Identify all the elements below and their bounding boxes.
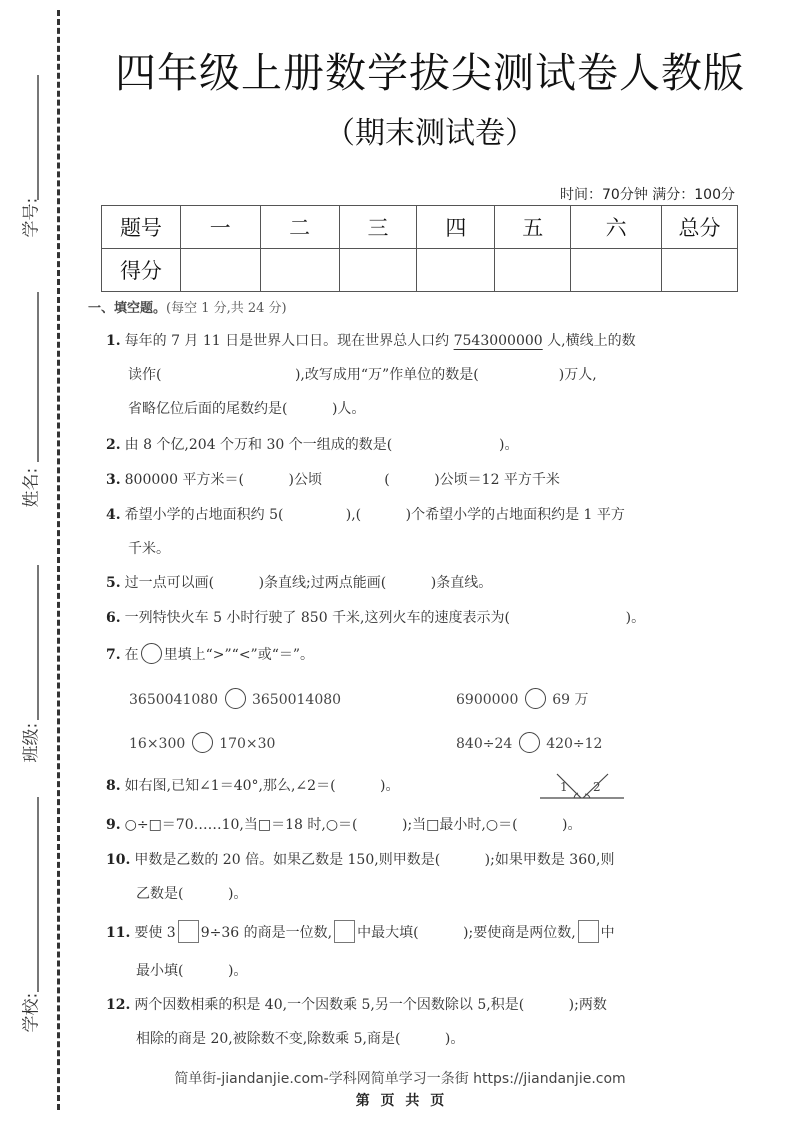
score-cell-1[interactable] [180, 249, 260, 292]
angle-2-label: 2 [593, 780, 601, 794]
section-note: (每空 1 分,共 24 分) [166, 301, 287, 316]
question-text: 乙数是( )。 [136, 886, 248, 902]
name-underline [37, 292, 39, 462]
question-text: 中最大填( );要使商是两位数, [357, 925, 576, 941]
comparison-right: 3650014080 [251, 692, 342, 708]
header-cell-2: 二 [260, 206, 339, 249]
question-text: 两个因数相乘的积是 40,一个因数乘 5,另一个因数除以 5,积是( );两数 [134, 997, 607, 1013]
question-number: 10. [106, 852, 131, 868]
header-cell-label: 题号 [102, 206, 181, 249]
answer-circle[interactable] [192, 732, 213, 753]
question-number: 4. [106, 507, 121, 523]
comparison-2 [456, 688, 589, 709]
question-text: 相除的商是 20,被除数不变,除数乘 5,商是( )。 [136, 1031, 465, 1047]
score-table-header-row [102, 206, 738, 249]
student-id-underline [37, 75, 39, 200]
school-underline [37, 797, 39, 992]
question-text: 里填上“>”“<”或“＝”。 [163, 647, 315, 663]
question-text: ○÷□＝70……10,当□＝18 时,○＝( );当□最小时,○＝( )。 [124, 817, 582, 833]
question-text: 由 8 个亿,204 个万和 30 个一组成的数是( )。 [124, 437, 519, 453]
question-text: 如右图,已知∠1＝40°,那么,∠2＝( )。 [124, 778, 400, 794]
comparison-right: 69 万 [552, 692, 589, 708]
binding-dashed-line [57, 10, 60, 1110]
header-cell-5: 五 [495, 206, 571, 249]
question-2 [106, 428, 741, 462]
comparison-left: 16×300 [129, 736, 186, 752]
header-cell-3: 三 [339, 206, 417, 249]
question-10 [106, 843, 741, 911]
comparison-left: 840÷24 [456, 736, 513, 752]
comparison-left: 3650041080 [129, 692, 219, 708]
blank-box-icon [578, 920, 599, 943]
score-cell-6[interactable] [571, 249, 662, 292]
question-number: 2. [106, 437, 121, 453]
score-cell-5[interactable] [495, 249, 571, 292]
comparison-1 [129, 688, 341, 709]
question-4 [106, 498, 741, 566]
answer-circle[interactable] [525, 688, 546, 709]
name-label: 姓名: [21, 467, 42, 508]
question-7 [106, 638, 741, 672]
question-5 [106, 566, 741, 600]
score-cell-3[interactable] [339, 249, 417, 292]
question-text: 800000 平方米＝( )公顷 ( )公顷＝12 平方千米 [124, 472, 560, 488]
question-text: 希望小学的占地面积约 5( ),( )个希望小学的占地面积约是 1 平方 [124, 507, 625, 523]
question-text: 读作( ),改写成用“万”作单位的数是( )万人, [128, 367, 597, 383]
angle-figure [538, 771, 628, 803]
page-counter: 第 页 共 页 [355, 1093, 445, 1109]
header-cell-6: 六 [571, 206, 662, 249]
question-text: 省略亿位后面的尾数约是( )人。 [128, 401, 366, 417]
score-table [101, 205, 738, 292]
angle-1-label: 1 [560, 780, 568, 794]
question-1 [106, 324, 741, 426]
question-text: 甲数是乙数的 20 倍。如果乙数是 150,则甲数是( );如果甲数是 360,则 [134, 852, 615, 868]
question-6 [106, 601, 741, 635]
answer-circle[interactable] [225, 688, 246, 709]
question-number: 5. [106, 575, 121, 591]
question-text: 人,横线上的数 [542, 333, 636, 349]
question-11 [106, 916, 741, 988]
score-cell-label: 得分 [102, 249, 181, 292]
question-text: 最小填( )。 [136, 963, 248, 979]
score-cell-2[interactable] [260, 249, 339, 292]
page-subtitle: （期末测试卷） [325, 116, 535, 151]
answer-circle[interactable] [519, 732, 540, 753]
blank-box[interactable] [178, 920, 199, 943]
question-number: 7. [106, 647, 121, 663]
question-number: 3. [106, 472, 121, 488]
header-cell-total: 总分 [662, 206, 738, 249]
class-label: 班级: [21, 722, 42, 763]
question-text: 过一点可以画( )条直线;过两点能画( )条直线。 [124, 575, 493, 591]
comparison-right: 420÷12 [546, 736, 603, 752]
header-cell-1: 一 [180, 206, 260, 249]
underlined-number: 7543000000 [453, 333, 543, 349]
blank-box-icon [334, 920, 355, 943]
question-number: 12. [106, 997, 131, 1013]
comparison-right: 170×30 [219, 736, 276, 752]
question-12 [106, 988, 741, 1056]
question-text: 每年的 7 月 11 日是世界人口日。现在世界总人口约 [124, 333, 454, 349]
school-label: 学校: [21, 992, 42, 1033]
watermark-footer: 简单街-jiandanjie.com-学科网简单学习一条街 https://jiandanjie.com [174, 1071, 626, 1087]
exam-meta: 时间：70分钟 满分：100分 [560, 187, 735, 203]
question-number: 9. [106, 817, 121, 833]
question-number: 1. [106, 333, 121, 349]
question-number: 6. [106, 610, 121, 626]
score-table-score-row [102, 249, 738, 292]
section-title: 一、填空题。 [88, 301, 167, 316]
question-text: 中 [600, 925, 615, 941]
score-cell-4[interactable] [417, 249, 495, 292]
header-cell-4: 四 [417, 206, 495, 249]
circle-icon [141, 643, 162, 664]
score-cell-total[interactable] [662, 249, 738, 292]
section-header [88, 297, 287, 316]
comparison-3 [129, 732, 275, 753]
question-text: 9÷36 的商是一位数, [200, 925, 333, 941]
question-text: 要使 3 [134, 925, 176, 941]
question-text: 千米。 [128, 541, 170, 557]
question-text: 在 [124, 647, 139, 663]
question-number: 11. [106, 925, 131, 941]
question-text: 一列特快火车 5 小时行驶了 850 千米,这列火车的速度表示为( )。 [124, 610, 646, 626]
student-id-label: 学号: [21, 197, 42, 238]
question-3 [106, 463, 741, 497]
question-number: 8. [106, 778, 121, 794]
question-8 [106, 769, 741, 803]
angle-diagram-icon [538, 771, 628, 803]
question-9 [106, 808, 741, 842]
page-title: 四年级上册数学拔尖测试卷人教版 [115, 49, 745, 97]
comparison-4 [456, 732, 602, 753]
comparison-left: 6900000 [456, 692, 519, 708]
class-underline [37, 565, 39, 720]
